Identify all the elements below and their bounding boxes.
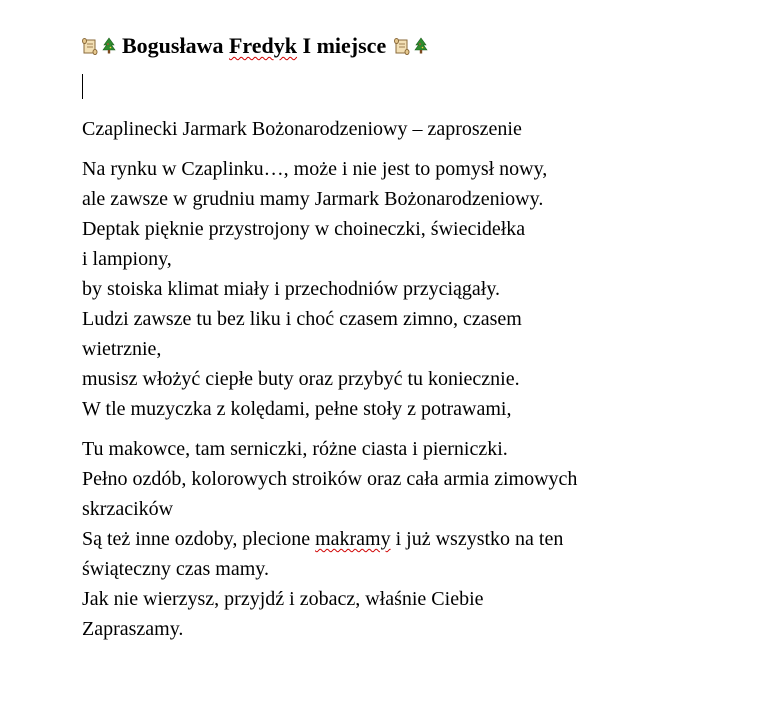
poem-line: Pełno ozdób, kolorowych stroików oraz cała armia zimowych <box>82 468 578 490</box>
poem-line: ale zawsze w grudniu mamy Jarmark Bożonarodzeniowy. <box>82 188 544 210</box>
poem-line: Jak nie wierzysz, przyjdź i zobacz, właśnie Ciebie <box>82 588 484 610</box>
poem-line: by stoiska klimat miały i przechodniów przyciągały. <box>82 278 501 300</box>
poem-line: musisz włożyć ciepłe buty oraz przybyć tu koniecznie. <box>82 368 520 390</box>
poem-line: skrzacików <box>82 498 174 520</box>
poem-line <box>82 524 577 554</box>
poem-line: Zapraszamy. <box>82 618 184 640</box>
poem-line: i lampiony, <box>82 248 172 270</box>
text-cursor <box>82 74 83 99</box>
poem-line: wietrznie, <box>82 338 162 360</box>
poem-line: Tu makowce, tam serniczki, różne ciasta i pierniczki. <box>82 438 508 460</box>
poem-line: Deptak pięknie przystrojony w choineczki, świecidełka <box>82 218 526 240</box>
poem-line: Na rynku w Czaplinku…, może i nie jest to pomysł nowy, <box>82 158 548 180</box>
scroll-icon <box>394 37 410 55</box>
title-place: I miejsce <box>302 33 387 58</box>
poem-line: Ludzi zawsze tu bez liku i choć czasem zimno, czasem <box>82 308 522 330</box>
poem-line-end: i już wszystko na ten <box>390 528 564 550</box>
misspelled-word[interactable]: makramy <box>315 528 391 550</box>
poem-subtitle: Czaplinecki Jarmark Bożonarodzeniowy – zaproszenie <box>82 118 522 140</box>
poem-title <box>82 30 432 62</box>
poem-line-start: Są też inne ozdoby, plecione <box>82 528 316 550</box>
poem-line: W tle muzyczka z kolędami, pełne stoły z potrawami, <box>82 398 512 420</box>
poem-line: świąteczny czas mamy. <box>82 558 269 580</box>
christmas-tree-icon <box>102 37 116 55</box>
title-surname: Fredyk <box>228 33 298 58</box>
scroll-icon <box>82 37 98 55</box>
title-first-name: Bogusława <box>122 33 224 58</box>
christmas-tree-icon <box>414 37 428 55</box>
stanza-1 <box>82 154 547 424</box>
stanza-2 <box>82 434 577 644</box>
